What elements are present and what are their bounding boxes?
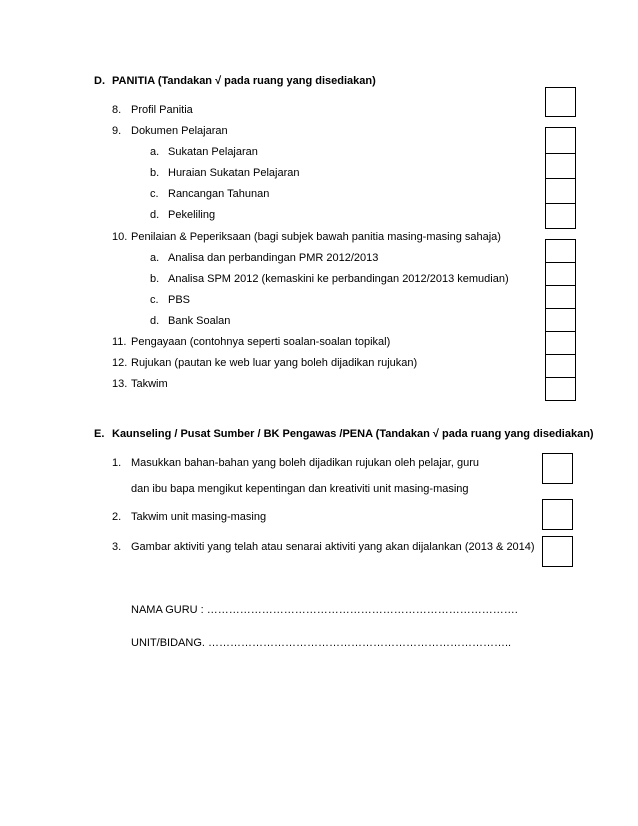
subitem-letter: b. (150, 273, 160, 285)
section-e-letter: E. (94, 428, 105, 440)
checkbox-profil-panitia[interactable] (545, 87, 576, 117)
item-number: 1. (112, 457, 122, 469)
item-profil-panitia: Profil Panitia (131, 104, 193, 116)
unit-bidang-field[interactable]: UNIT/BIDANG. ……………………………………………………………………….. (131, 637, 512, 649)
checkbox-takwim[interactable] (545, 377, 576, 401)
subitem-analisa-spm: Analisa SPM 2012 (kemaskini ke perbandingan 2012/2013 kemudian) (168, 273, 509, 285)
subitem-huraian: Huraian Sukatan Pelajaran (168, 167, 300, 179)
item-masukkan-bahan: Masukkan bahan-bahan yang boleh dijadikan rujukan oleh pelajar, guru (131, 457, 479, 469)
item-number: 3. (112, 541, 122, 553)
item-number: 9. (112, 125, 122, 137)
item-penilaian: Penilaian & Peperiksaan (bagi subjek bawah panitia masing-masing sahaja) (131, 231, 501, 243)
checkbox-takwim-unit[interactable] (542, 499, 573, 530)
checkbox-masukkan-bahan[interactable] (542, 453, 573, 484)
item-takwim: Takwim (131, 378, 168, 390)
item-number: 13. (112, 378, 128, 390)
subitem-sukatan: Sukatan Pelajaran (168, 146, 258, 158)
section-e-heading: Kaunseling / Pusat Sumber / BK Pengawas /PENA (Tandakan √ pada ruang yang disediakan) (112, 428, 594, 440)
checkbox-rancangan[interactable] (545, 178, 576, 204)
subitem-pbs: PBS (168, 294, 191, 306)
subitem-letter: c. (150, 188, 159, 200)
item-number: 2. (112, 511, 122, 523)
section-d-heading: PANITIA (Tandakan √ pada ruang yang disediakan) (112, 75, 376, 87)
subitem-letter: d. (150, 315, 160, 327)
subitem-letter: b. (150, 167, 160, 179)
checkbox-huraian[interactable] (545, 153, 576, 179)
subitem-letter: d. (150, 209, 160, 221)
checkbox-gambar-aktiviti[interactable] (542, 536, 573, 567)
checkbox-pekeliling[interactable] (545, 203, 576, 229)
section-d-letter: D. (94, 75, 105, 87)
subitem-bank-soalan: Bank Soalan (168, 315, 231, 327)
item-number: 10. (112, 231, 128, 243)
item-number: 12. (112, 357, 128, 369)
checkbox-bank-soalan[interactable] (545, 331, 576, 355)
subitem-pekeliling: Pekeliling (168, 209, 216, 221)
item-gambar-aktiviti: Gambar aktiviti yang telah atau senarai aktiviti yang akan dijalankan (2013 & 2014) (131, 541, 535, 553)
checkbox-pengayaan[interactable] (545, 354, 576, 378)
checkbox-penilaian[interactable] (545, 239, 576, 263)
subitem-letter: a. (150, 252, 160, 264)
subitem-analisa-pmr: Analisa dan perbandingan PMR 2012/2013 (168, 252, 379, 264)
subitem-rancangan: Rancangan Tahunan (168, 188, 270, 200)
item-dokumen-pelajaran: Dokumen Pelajaran (131, 125, 228, 137)
checkbox-dokumen-pelajaran[interactable] (545, 127, 576, 154)
item-number: 8. (112, 104, 122, 116)
nama-guru-field[interactable]: NAMA GURU : …………………………………………………………………………. (131, 604, 518, 616)
item-number: 11. (112, 336, 127, 348)
item-takwim-unit: Takwim unit masing-masing (131, 511, 267, 523)
subitem-letter: a. (150, 146, 160, 158)
checkbox-analisa-spm[interactable] (545, 285, 576, 309)
item-masukkan-bahan-cont: dan ibu bapa mengikut kepentingan dan kreativiti unit masing-masing (131, 483, 469, 495)
checkbox-pbs[interactable] (545, 308, 576, 332)
item-rujukan: Rujukan (pautan ke web luar yang boleh dijadikan rujukan) (131, 357, 418, 369)
subitem-letter: c. (150, 294, 159, 306)
item-pengayaan: Pengayaan (contohnya seperti soalan-soalan topikal) (131, 336, 391, 348)
checkbox-analisa-pmr[interactable] (545, 262, 576, 286)
